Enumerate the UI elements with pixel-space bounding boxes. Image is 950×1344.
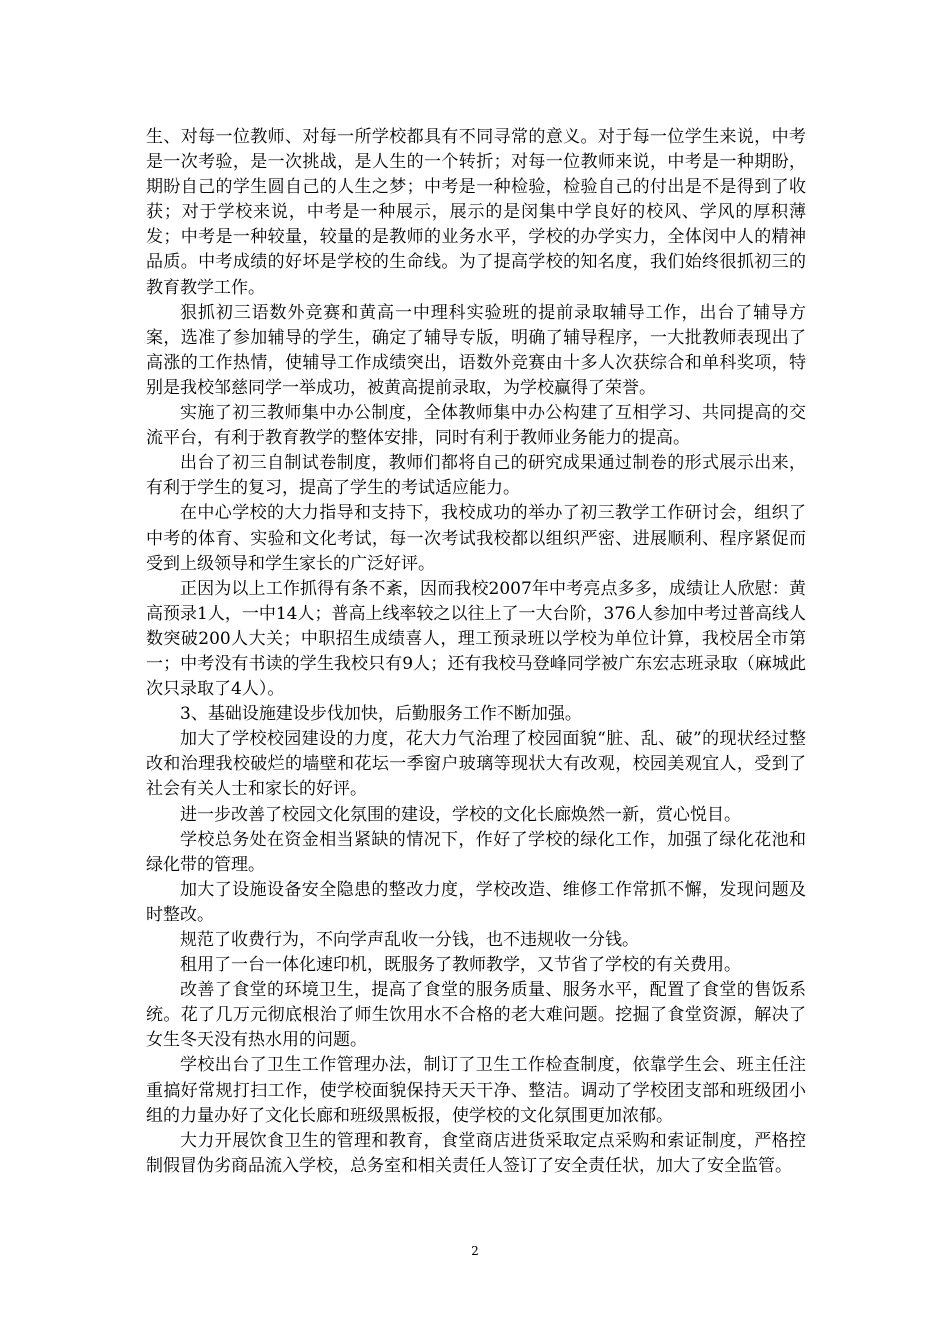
- paragraph: 在中心学校的大力指导和支持下，我校成功的举办了初三教学工作研讨会，组织了中考的体育、实验和文化考试，每一次考试我校都以组织严密、进展顺利、程序紧促而受到上级领导和学生家长的广泛好评。: [146, 503, 806, 574]
- paragraph: 狠抓初三语数外竞赛和黄高一中理科实验班的提前录取辅导工作，出台了辅导方案，选准了参加辅导的学生，确定了辅导专版，明确了辅导程序，一大批教师表现出了高涨的工作热情，使辅导工作成绩突出，语数外竞赛由十多人次获综合和单科奖项，特别是我校邹慈同学一举成功，被黄高提前录取，为学校赢得了荣誉。: [146, 302, 806, 398]
- paragraph: 规范了收费行为，不向学声乱收一分钱，也不违规收一分钱。: [180, 930, 639, 950]
- paragraph: 大力开展饮食卫生的管理和教育，食堂商店进货采取定点采购和索证制度，严格控制假冒伪劣商品流入学校，总务室和相关责任人签订了安全责任状，加大了安全监管。: [146, 1130, 806, 1176]
- section-heading: 3、基础设施建设步伐加快，后勤服务工作不断加强。: [180, 704, 582, 725]
- paragraph: 进一步改善了校园文化氛围的建设，学校的文化长廊焕然一新，赏心悦目。: [180, 804, 741, 825]
- page-number: 2: [471, 1244, 479, 1258]
- paragraph: 加大了学校校园建设的力度，花大力气治理了校园面貌“脏、乱、破”的现状经过整改和治理我校破烂的墙壁和花坛一季窗户玻璃等现状大有改观，校园美观宜人，受到了社会有关人士和家长的好评。: [146, 729, 806, 800]
- paragraph: 加大了设施设备安全隐患的整改力度，学校改造、维修工作常抓不懈，发现问题及时整改。: [146, 879, 806, 925]
- paragraph: 实施了初三教师集中办公制度，全体教师集中办公构建了互相学习、共同提高的交流平台，有利于教育教学的整体安排，同时有利于教师业务能力的提高。: [146, 403, 806, 449]
- paragraph: 租用了一台一体化速印机，既服务了教师教学，又节省了学校的有关费用。: [180, 955, 741, 976]
- paragraph: 生、对每一位教师、对每一所学校都具有不同寻常的意义。对于每一位学生来说，中考是一次考验，是一次挑战，是人生的一个转折；对每一位教师来说，中考是一种期盼，期盼自己的学生圆自己的人生之梦；中考是一种检验，检验自己的付出是不是得到了收获；对于学校来说，中考是一种展示，展示的是闵集中学良好的校风、学风的厚积薄发；中考是一种较量，较量的是教师的业务水平，学校的办学实力，全体闵中人的精神品质。中考成绩的好坏是学校的生命线。为了提高学校的知名度，我们始终很抓初三的教育教学工作。: [146, 127, 806, 298]
- body-text: [146, 125, 806, 1179]
- paragraph: 学校出台了卫生工作管理办法，制订了卫生工作检查制度，依靠学生会、班主任注重搞好常规打扫工作，使学校面貌保持天天干净、整洁。调动了学校团支部和班级团小组的力量办好了文化长廊和班级黑板报，使学校的文化氛围更加浓郁。: [146, 1055, 806, 1126]
- paragraph: 出台了初三自制试卷制度，教师们都将自己的研究成果通过制卷的形式展示出来，有利于学生的复习，提高了学生的考试适应能力。: [146, 453, 806, 499]
- paragraph: 学校总务处在资金相当紧缺的情况下，作好了学校的绿化工作，加强了绿化花池和绿化带的管理。: [146, 829, 806, 875]
- paragraph: 正因为以上工作抓得有条不紊，因而我校2007年中考亮点多多，成绩让人欣慰：黄高预录1人，一中14人；普高上线率较之以往上了一大台阶，376人参加中考过普高线人数突破200人大关；中职招生成绩喜人，理工预录班以学校为单位计算，我校居全市第一；中考没有书读的学生我校只有9人；还有我校马登峰同学被广东宏志班录取（麻城此次只录取了4人）。: [146, 578, 806, 700]
- paragraph: 改善了食堂的环境卫生，提高了食堂的服务质量、服务水平，配置了食堂的售饭系统。花了几万元彻底根治了师生饮用水不合格的老大难问题。挖掘了食堂资源，解决了女生冬天没有热水用的问题。: [146, 980, 806, 1051]
